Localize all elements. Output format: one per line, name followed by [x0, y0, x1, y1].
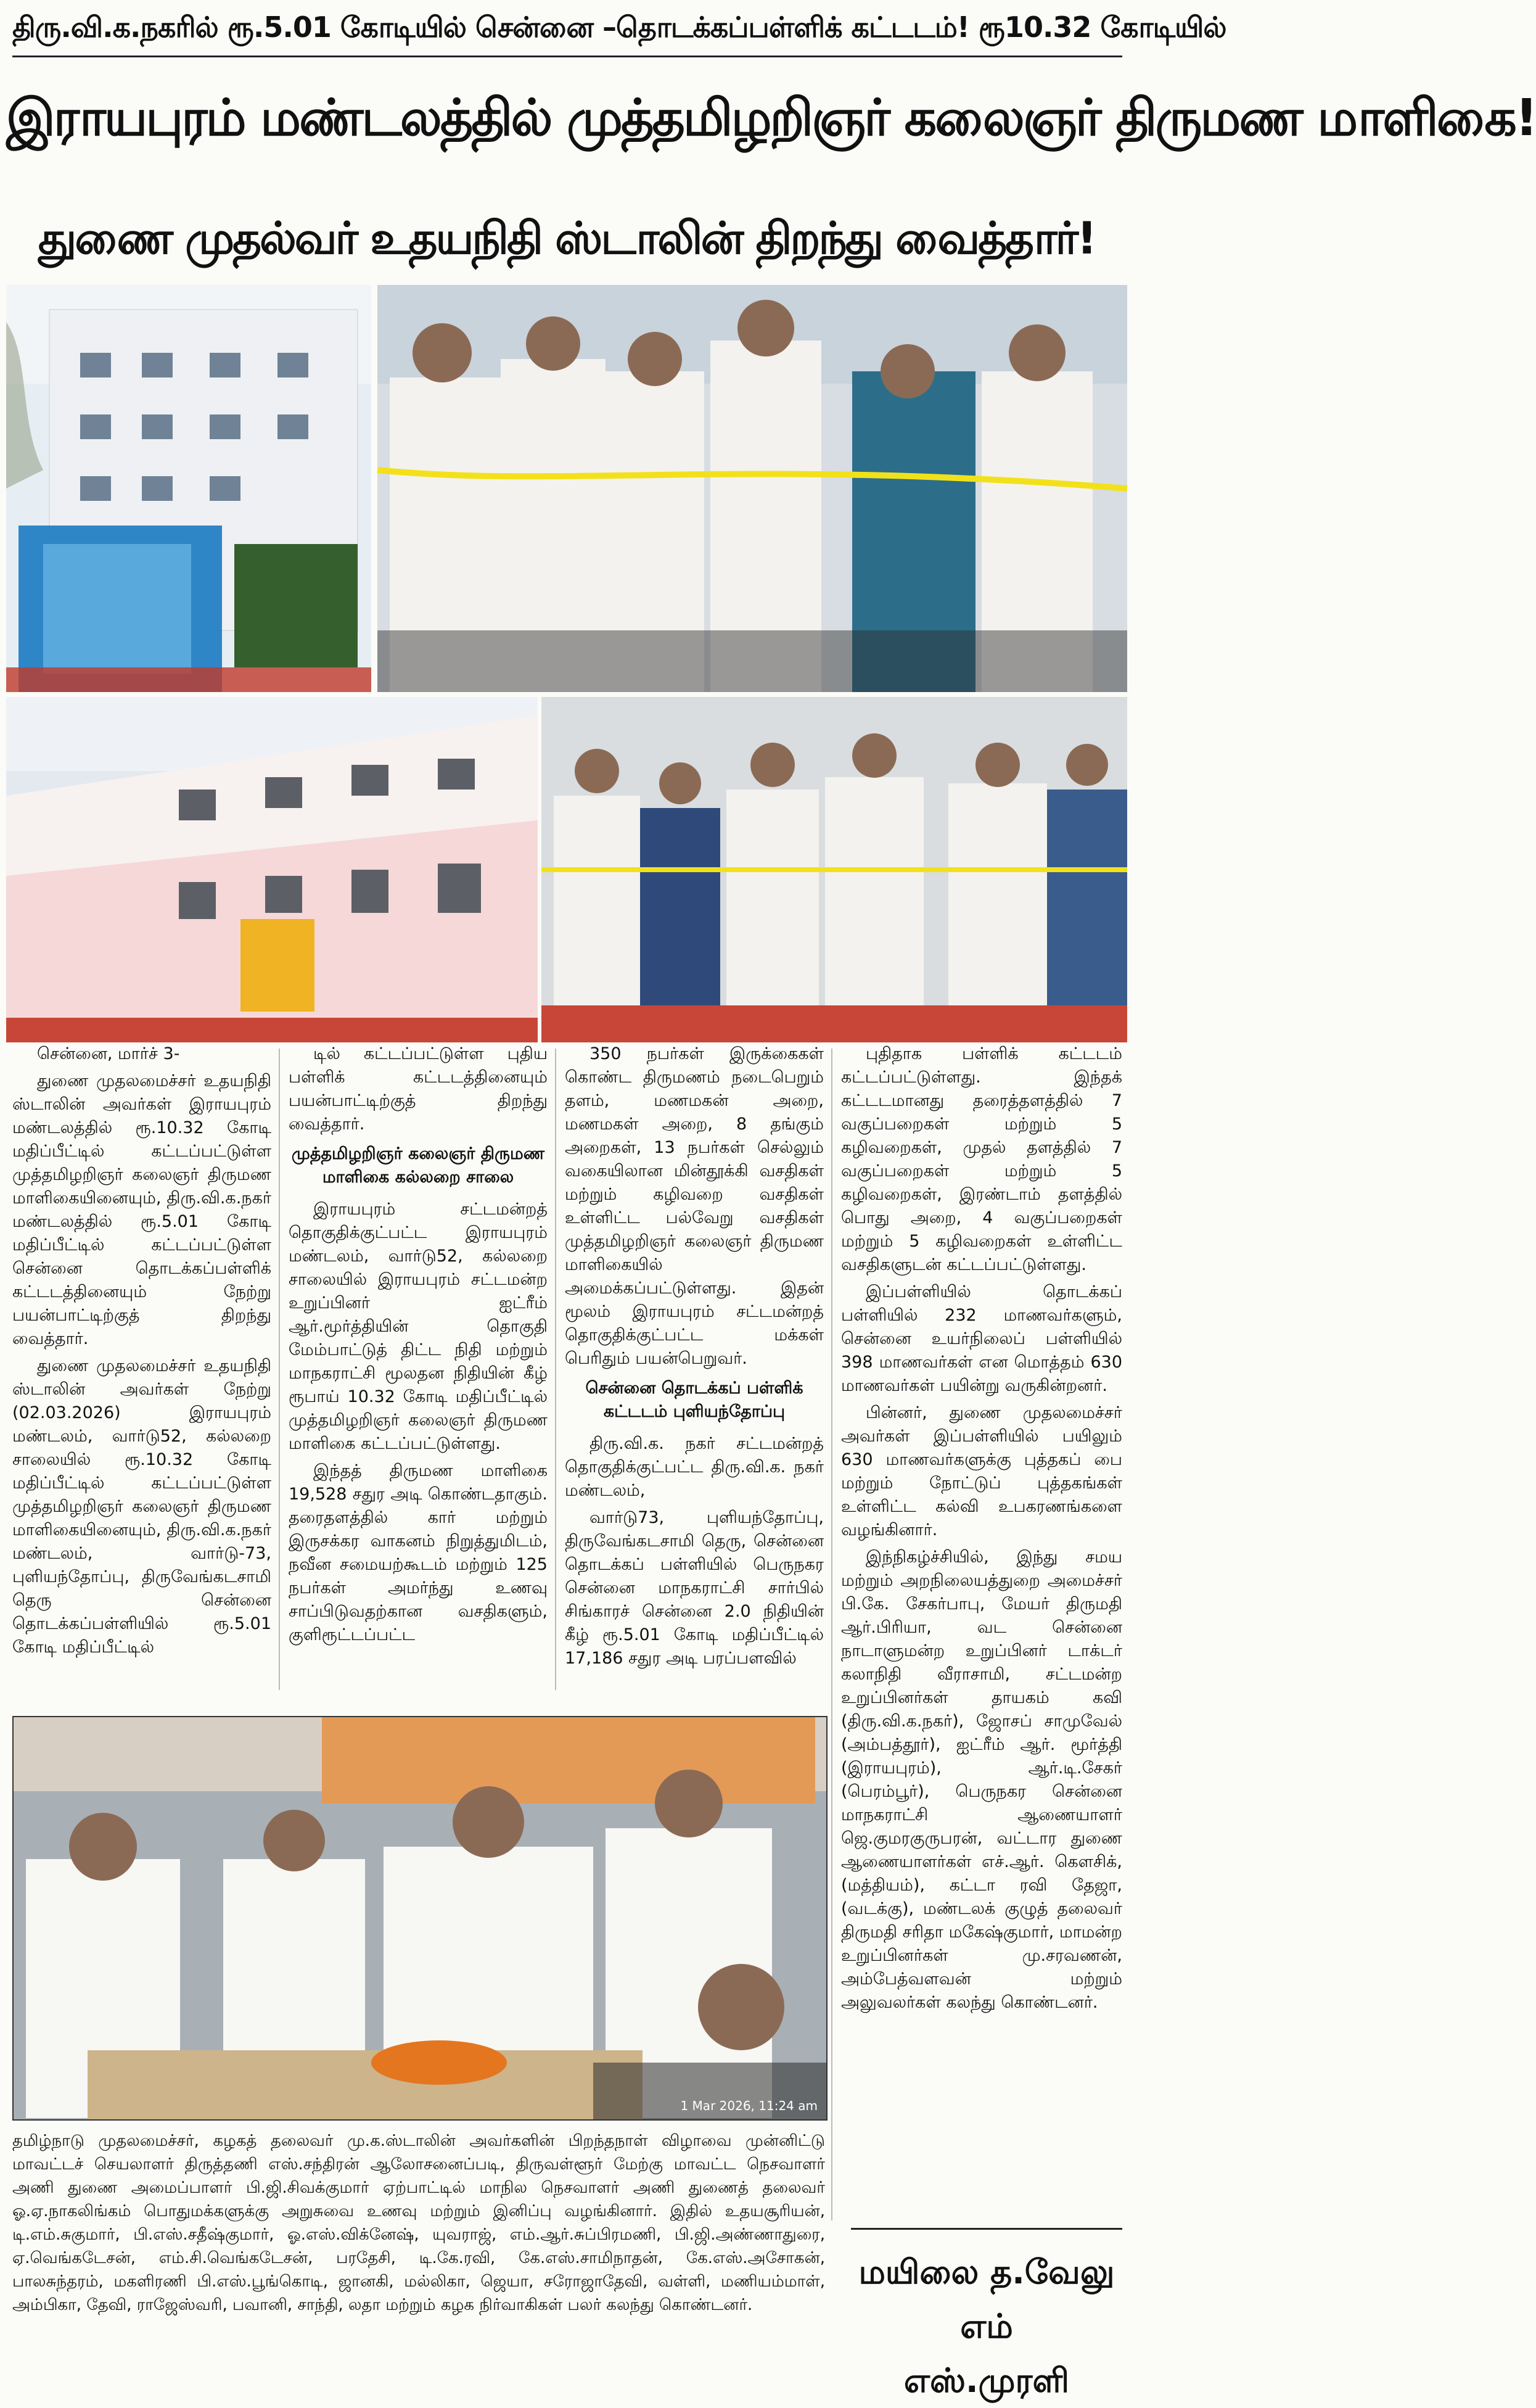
article-column-4	[841, 1042, 1122, 2214]
col1-para-3: துணை முதலமைச்சர் உதயநிதி ஸ்டாலின் அவர்கள் நேற்று (02.03.2026) இராயபுரம் மண்டலம், வார்டு52, கல்லறை சாலையில் ரூ.10.32 கோடி மதிப்பீட்டில் கட்டப்பட்டுள்ள முத்தமிழறிஞர் கலைஞர் திருமண மாளிகையினையும், திரு.வி.க.நகர் மண்டலம், வார்டு-73, புளியந்தோப்பு, திருவேங்கடசாமி தெரு சென்னை தொடக்கப்பள்ளியில் ரூ.5.01 கோடி மதிப்பீட்டில்	[12, 1356, 271, 1657]
col2-para-3: இந்தத் திருமண மாளிகை 19,528 சதுர அடி கொண்டதாகும். தரைதளத்தில் கார் மற்றும் இருசக்கர வாகனம் நிறுத்துமிடம், நவீன சமையற்கூடம் மற்றும் 125 நபர்கள் அமர்ந்து உணவு சாப்பிடுவதற்கான வசதிகளும், குளிரூட்டப்பட்ட	[289, 1461, 548, 1644]
col2-para-2: இராயபுரம் சட்டமன்றத் தொகுதிக்குட்பட்ட இராயபுரம் மண்டலம், வார்டு52, கல்லறை சாலையில் இராயபுரம் சட்டமன்ற உறுப்பினர் ஐட்ரீம் ஆர்.மூர்த்தியின் தொகுதி மேம்பாட்டுத் திட்ட நிதி மற்றும் மாநகராட்சி மூலதன நிதியின் கீழ் ரூபாய் 10.32 கோடி மதிப்பீட்டில் முத்தமிழறிஞர் கலைஞர் திருமண மாளிகை கட்டப்பட்டுள்ளது.	[289, 1200, 548, 1453]
col2-para-1: டில் கட்டப்பட்டுள்ள புதிய பள்ளிக் கட்டடத்தினையும் பயன்பாட்டிற்குத் திறந்து வைத்தார்.	[289, 1044, 548, 1134]
article-column-2	[289, 1042, 548, 1690]
section-subhead-hall: முத்தமிழறிஞர் கலைஞர் திருமண மாளிகை கல்லறை சாலை	[291, 1144, 545, 1187]
col4-para-1: புதிதாக பள்ளிக் கட்டடம் கட்டப்பட்டுள்ளது. இந்தக் கட்டடமானது தரைத்தளத்தில் 7 வகுப்பறைகள் மற்றும் 5 கழிவறைகள், முதல் தளத்தில் 7 வகுப்பறைகள் மற்றும் 5 கழிவறைகள், இரண்டாம் தளத்தில் பொது அறை, 4 வகுப்பறைகள் மற்றும் 5 கழிவறைகள் உள்ளிட்ட வசதிகளுடன் கட்டப்பட்டுள்ளது.	[841, 1044, 1122, 1274]
photo-ribbon-cutting-school	[541, 697, 1127, 1042]
column-divider	[555, 1049, 556, 1690]
col3-para-3: வார்டு73, புளியந்தோப்பு, திருவேங்கடசாமி தெரு, சென்னை தொடக்கப் பள்ளியில் பெருநகர சென்னை மாநகராட்சி சார்பில் சிங்காரச் சென்னை 2.0 நிதியின் கீழ் ரூ.5.01 கோடி மதிப்பீட்டில் 17,186 சதுர அடி பரப்பளவில்	[565, 1508, 824, 1668]
col1-para-2: துணை முதலமைச்சர் உதயநிதி ஸ்டாலின் அவர்கள் இராயபுரம் மண்டலத்தில் ரூ.10.32 கோடி மதிப்பீட்டில் கட்டப்பட்டுள்ள முத்தமிழறிஞர் கலைஞர் திருமண மாளிகையினையும், திரு.வி.க.நகர் மண்டலத்தில் ரூ.5.01 கோடி மதிப்பீட்டில் கட்டப்பட்டுள்ள சென்னை தொடக்கப்பள்ளிக் கட்டடத்தினையும் நேற்று பயன்பாட்டிற்குத் திறந்து வைத்தார்.	[12, 1071, 271, 1348]
col4-para-2: இப்பள்ளியில் தொடக்கப் பள்ளியில் 232 மாணவர்களும், சென்னை உயர்நிலைப் பள்ளியில் 398 மாணவர்கள் என மொத்தம் 630 மாணவர்கள் பயின்று வருகின்றனர்.	[841, 1282, 1122, 1395]
byline	[845, 2245, 1128, 2408]
col4-para-4: இந்நிகழ்ச்சியில், இந்து சமய மற்றும் அறநிலையத்துறை அமைச்சர் பி.கே. சேகர்பாபு, மேயர் திருமதி ஆர்.பிரியா, வட சென்னை நாடாளுமன்ற உறுப்பினர் டாக்டர் கலாநிதி வீராசாமி, சட்டமன்ற உறுப்பினர்கள் தாயகம் கவி (திரு.வி.க.நகர்), ஜோசப் சாமுவேல் (அம்பத்தூர்), ஐட்ரீம் ஆர். மூர்த்தி (இராயபுரம்), ஆர்.டி.சேகர் (பெரம்பூர்), பெருநகர சென்னை மாநகராட்சி ஆணையாளர் ஜெ.குமரகுருபரன், வட்டார துணை ஆணையாளர்கள் எச்.ஆர். கௌசிக், (மத்தியம்), கட்டா ரவி தேஜா, (வடக்கு), மண்டலக் குழுத் தலைவர் திருமதி சரிதா மகேஷ்குமார், மாமன்ற உறுப்பினர்கள் மு.சரவணன், அம்பேத்வளவன் மற்றும் அலுவலர்கள் கலந்து கொண்டனர்.	[841, 1548, 1122, 2012]
column-divider	[279, 1049, 280, 1690]
col4-para-3: பின்னர், துணை முதலமைச்சர் அவர்கள் இப்பள்ளியில் பயிலும் 630 மாணவர்களுக்கு புத்தகப் பை மற்றும் நோட்டுப் புத்தகங்கள் உள்ளிட்ட கல்வி உபகரணங்களை வழங்கினார்.	[841, 1403, 1122, 1540]
photo-food-distribution	[12, 1716, 828, 2121]
photo-timestamp: 1 Mar 2026, 11:24 am	[680, 2098, 818, 2113]
col3-para-2: திரு.வி.க. நகர் சட்டமன்றத் தொகுதிக்குட்பட்ட திரு.வி.க. நகர் மண்டலம்,	[565, 1434, 824, 1500]
kicker-right: தொடக்கப்பள்ளிக் கட்டடம்! ரூ10.32 கோடியில்	[616, 10, 1226, 44]
main-headline: இராயபுரம் மண்டலத்தில் முத்தமிழறிஞர் கலைஞர் திருமண மாளிகை!	[6, 89, 1536, 147]
top-kicker-strip	[12, 2, 1226, 57]
article-column-1	[12, 1042, 271, 1690]
byline-rule	[851, 2228, 1122, 2230]
column-divider	[831, 1049, 832, 2220]
photo-school-building	[6, 697, 538, 1042]
byline-line-2: எஸ்.முரளி	[903, 2361, 1070, 2400]
col3-para-1: 350 நபர்கள் இருக்கைகள் கொண்ட திருமணம் நடைபெறும் தளம், மணமகன் அறை, மணமகள் அறை, 8 தங்கும் அறைகள், 13 நபர்கள் செல்லும் வகையிலான மின்தூக்கி வசதிகள் மற்றும் கழிவறை வசதிகள் உள்ளிட்ட பல்வேறு வசதிகள் முத்தமிழறிஞர் கலைஞர் திருமண மாளிகையில் அமைக்கப்பட்டுள்ளது. இதன் மூலம் இராயபுரம் சட்டமன்றத் தொகுதிக்குட்பட்ட மக்கள் பெரிதும் பயன்பெறுவர்.	[565, 1044, 824, 1368]
kicker-left: திரு.வி.க.நகரில் ரூ.5.01 கோடியில் சென்னை –	[12, 10, 617, 44]
col1-para-1: சென்னை, மார்ச் 3-	[37, 1044, 180, 1063]
photo-caption: தமிழ்நாடு முதலமைச்சர், கழகத் தலைவர் மு.க.ஸ்டாலின் அவர்களின் பிறந்தநாள் விழாவை முன்னிட்டு மாவட்டச் செயலாளர் திருத்தணி எஸ்.சந்திரன் ஆலோசனைப்படி, திருவள்ளூர் மேற்கு மாவட்ட நெசவாளர் அணி துணை அமைப்பாளர் பி.ஜி.சிவக்குமார் ஏற்பாட்டில் மாநில நெசவாளர் அணி துணைத் தலைவர் ஓ.ஏ.நாகலிங்கம் பொதுமக்களுக்கு அறுசுவை உணவு மற்றும் இனிப்பு வழங்கினார். இதில் உதயசூரியன், டி.எம்.சுகுமார், பி.எஸ்.சதீஷ்குமார், ஓ.எஸ்.விக்னேஷ், யுவராஜ், எம்.ஆர்.சுப்பிரமணி, பி.ஜி.அண்ணாதுரை, ஏ.வெங்கடேசன், எம்.சி.வெங்கடேசன், பரதேசி, டி.கே.ரவி, கே.எஸ்.சாமிநாதன், கே.எஸ்.அசோகன், பாலசுந்தரம், மகளிரணி பி.எஸ்.பூங்கொடி, ஜானகி, மல்லிகா, ஜெயா, சரோஜாதேவி, வள்ளி, மணியம்மாள், அம்பிகா, தேவி, ராஜேஸ்வரி, பவானி, சாந்தி, லதா மற்றும் கழக நிர்வாகிகள் பலர் கலந்து கொண்டனர்.	[12, 2132, 825, 2314]
photo-marriage-hall-building	[6, 285, 371, 692]
article-column-3	[565, 1042, 824, 1690]
section-subhead-school: சென்னை தொடக்கப் பள்ளிக் கட்டடம் புளியந்தோப்பு	[585, 1379, 803, 1421]
photo-ribbon-cutting-hall	[377, 285, 1127, 692]
sub-headline: துணை முதல்வர் உதயநிதி ஸ்டாலின் திறந்து வைத்தார்!	[38, 212, 1096, 264]
byline-line-1: மயிலை த.வேலு எம்	[858, 2253, 1115, 2346]
